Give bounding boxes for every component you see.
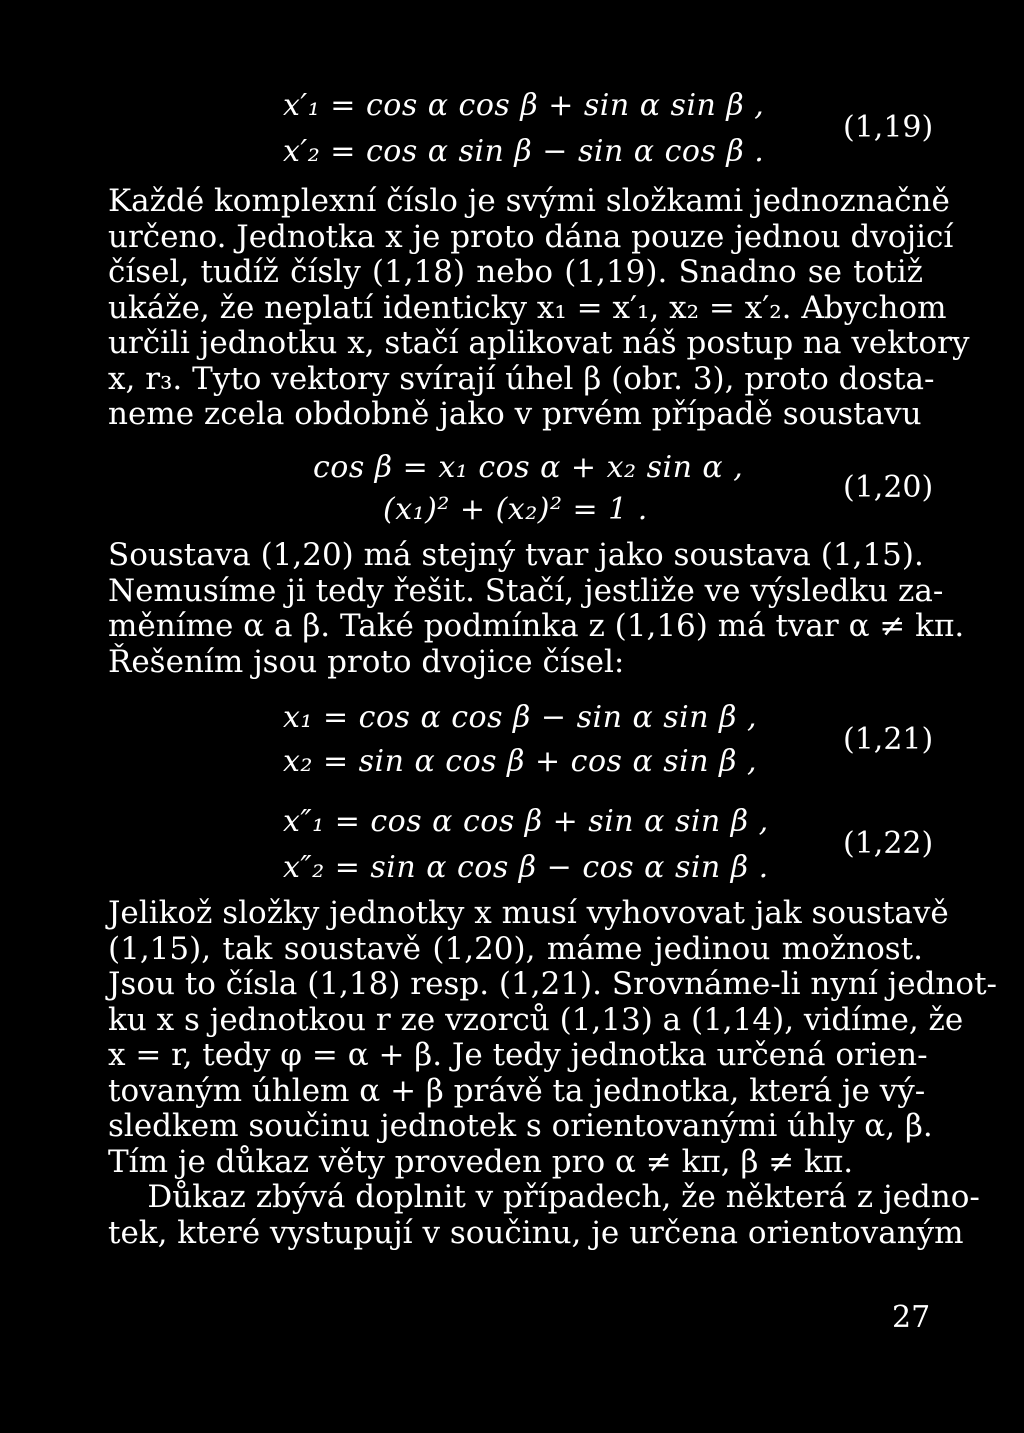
equation-line: x″₂ = sin α cos β − cos α sin β . bbox=[283, 850, 769, 885]
equation-line: x₂ = sin α cos β + cos α sin β , bbox=[283, 744, 757, 779]
paragraph bbox=[108, 895, 997, 1180]
text-line: Důkaz zbývá doplnit v případech, že některá z jedno- bbox=[108, 1179, 980, 1215]
text-line: Soustava (1,20) má stejný tvar jako soustava (1,15). bbox=[108, 537, 924, 573]
equation-number: (1,19) bbox=[843, 110, 934, 145]
equation-line: x′₁ = cos α cos β + sin α sin β , bbox=[283, 88, 765, 123]
paragraph bbox=[108, 1179, 980, 1251]
equation-line: x′₂ = cos α sin β − sin α cos β . bbox=[283, 134, 765, 169]
text-line: Tím je důkaz věty proveden pro α ≠ kπ, β ≠ kπ. bbox=[108, 1143, 854, 1180]
text-line: určeno. Jednotka x je proto dána pouze jednou dvojicí bbox=[108, 218, 954, 255]
text-line: Jelikož složky jednotky x musí vyhovovat jak soustavě bbox=[108, 895, 949, 931]
equation-line: x″₁ = cos α cos β + sin α sin β , bbox=[283, 804, 769, 839]
paragraph bbox=[108, 183, 970, 433]
text-line: tovaným úhlem α + β právě ta jednotka, která je vý- bbox=[108, 1072, 926, 1109]
paragraph bbox=[108, 537, 965, 680]
text-line: neme zcela obdobně jako v prvém případě soustavu bbox=[108, 396, 922, 432]
text-line: tek, které vystupují v součinu, je určena orientovaným bbox=[108, 1214, 964, 1251]
text-line: x = r, tedy φ = α + β. Je tedy jednotka určená orien- bbox=[108, 1037, 928, 1073]
equation-line: cos β = x₁ cos α + x₂ sin α , bbox=[313, 450, 744, 485]
text-line: měníme α a β. Také podmínka z (1,16) má tvar α ≠ kπ. bbox=[108, 608, 965, 644]
text-line: Jsou to čísla (1,18) resp. (1,21). Srovnáme-li nyní jednot- bbox=[108, 966, 997, 1002]
text-line: Nemusíme ji tedy řešit. Stačí, jestliže ve výsledku za- bbox=[108, 572, 944, 609]
equation-number: (1,22) bbox=[843, 826, 934, 861]
text-line: čísel, tudíž čísly (1,18) nebo (1,19). Snadno se totiž bbox=[108, 254, 923, 290]
text-line: Každé komplexní číslo je svými složkami jednoznačně bbox=[108, 183, 950, 219]
equation-line: x₁ = cos α cos β − sin α sin β , bbox=[283, 700, 757, 735]
text-line: x, r₃. Tyto vektory svírají úhel β (obr. 3), proto dosta- bbox=[108, 360, 935, 397]
text-line: ukáže, že neplatí identicky x₁ = x′₁, x₂ = x′₂. Abychom bbox=[108, 289, 947, 326]
text-line: ku x s jednotkou r ze vzorců (1,13) a (1,14), vidíme, že bbox=[108, 1001, 964, 1038]
equation-number: (1,21) bbox=[843, 722, 934, 757]
equation-line: (x₁)² + (x₂)² = 1 . bbox=[383, 492, 648, 527]
page-number: 27 bbox=[892, 1300, 931, 1335]
text-line: Řešením jsou proto dvojice čísel: bbox=[108, 643, 625, 680]
text-line: určili jednotku x, stačí aplikovat náš postup na vektory bbox=[108, 325, 970, 361]
text-line: sledkem součinu jednotek s orientovanými úhly α, β. bbox=[108, 1108, 933, 1144]
equation-number: (1,20) bbox=[843, 470, 934, 505]
text-line: (1,15), tak soustavě (1,20), máme jedinou možnost. bbox=[108, 930, 923, 967]
